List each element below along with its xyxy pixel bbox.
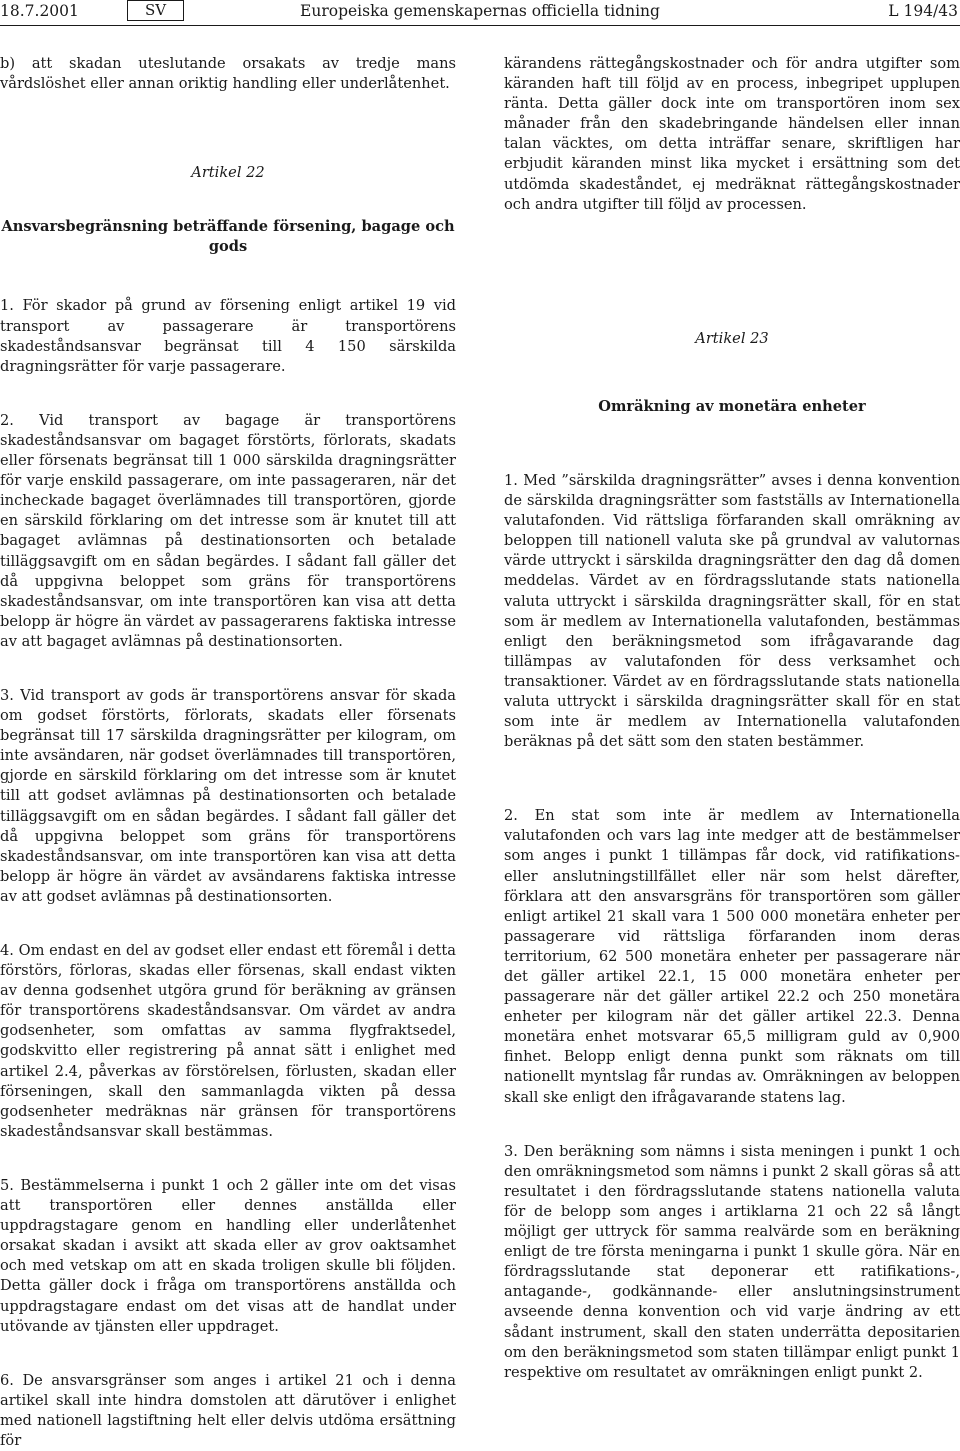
article-22-heading: Ansvarsbegränsning beträffande försening, bagage och gods — [1, 218, 455, 256]
right-column — [504, 54, 960, 1383]
page-number: L 194/43 — [888, 2, 958, 20]
publication-date: 18.7.2001 — [0, 2, 79, 20]
article-22-paragraph-6: 6. De ansvarsgränser som anges i artikel 21 och i denna artikel skall inte hindra domstolen att därutöver i enlighet med nationell lagstiftning helt eller delvis utdöma ersättning för — [0, 1371, 456, 1449]
article-23-paragraph-3: 3. Den beräkning som nämns i sista meningen i punkt 1 och den omräkningsmetod som nämns i punkt 2 skall göras så att resultatet i den fördragsslutande statens nationella valuta för de belopp som anges i artiklarna 21 och 22 så långt möjligt ger uttryck för samma realvärde som en beräkning enligt de tre första meningarna i punkt 1 skulle göra. När en fördragsslutande stat deponerar ett ratifikations-, antagande-, godkännande- eller anslutningsinstrument avseende denna konvention och vid varje ändring av ett sådant instrument, skall den staten underrätta depositarien om den beräkningsmetod som staten tillämpar enligt punkt 1 respektive om resultatet av omräkningen enligt punkt 2. — [504, 1142, 960, 1381]
left-column — [0, 54, 456, 1451]
article-23-number: Artikel 23 — [695, 329, 769, 347]
article-22-paragraph-3: 3. Vid transport av gods är transportörens ansvar för skada om godset förstörts, förlorats, skadats eller försenats begränsat till 17 särskilda dragningsrätter per kilogram, om inte avsändaren, när godset överlämnades till transportören, gjorde en särskild förklaring om det intresse som är knutet till att godset avlämnas på destinationsorten och betalade tilläggsavgift om en sådan begärdes. I sådant fall gäller det då uppgivna beloppet som gräns för transportörens skadeståndsansvar, om inte transportören kan visa att detta belopp är högre än värdet av avsändarens faktiska intresse av att godset avlämnas på destinationsorten. — [0, 686, 456, 905]
intro-paragraph: b) att skadan uteslutande orsakats av tredje mans vårdslöshet eller annan oriktig handling eller underlåtenhet. — [0, 55, 456, 93]
journal-title: Europeiska gemenskapernas officiella tidning — [300, 2, 660, 20]
header-rule — [0, 25, 960, 26]
language-badge: SV — [127, 0, 184, 21]
article-23-heading: Omräkning av monetära enheter — [598, 397, 866, 415]
continuation-paragraph: kärandens rättegångskostnader och för andra utgifter som käranden haft till följd av en process, inbegripet upplupen ränta. Detta gäller dock inte om transportören inom sex månader från den skadebringande händelsen eller innan talan väcktes, om detta inträffar senare, skriftligen har erbjudit käranden minst lika mycket i ersättning som det utdömda skadeståndet, ej medräknat rättegångskostnader och andra utgifter till följd av processen. — [504, 55, 960, 213]
article-22-paragraph-1: 1. För skador på grund av försening enligt artikel 19 vid transport av passagerare är transportörens skadeståndsansvar begränsat till 4 150 särskilda dragningsrätter för varje passagerare. — [0, 297, 456, 375]
article-22-paragraph-2: 2. Vid transport av bagage är transportörens skadeståndsansvar om bagaget förstörts, förlorats, skadats eller försenats begränsat till 1 000 särskilda dragningsrätter för varje enskild passagerare, om inte passageraren, när det incheckade bagaget överlämnades till transportören, gjorde en särskild förklaring om det intresse som är knutet till att bagaget avlämnas på destinationsorten och betalade tilläggsavgift om en sådan begärdes. I sådant fall gäller det då uppgivna beloppet som gräns för transportörens skadeståndsansvar, om inte transportören kan visa att detta belopp är högre än värdet av passagerarens faktiska intresse av att bagaget avlämnas på destinationsorten. — [0, 411, 456, 650]
article-22-paragraph-5: 5. Bestämmelserna i punkt 1 och 2 gäller inte om det visas att transportören eller dennes anställda eller uppdragstagare genom en handling eller underlåtenhet orsakat skadan i avsikt att skada eller av grov oaktsamhet och med vetskap om att en skada troligen skulle bli följden. Detta gäller dock i fråga om transportörens anställda och uppdragstagare endast om det visas att de handlat under utövande av tjänsten eller uppdraget. — [0, 1176, 456, 1335]
article-23-paragraph-1: 1. Med ”särskilda dragningsrätter” avses i denna konvention de särskilda dragningsrätter som fastställs av Internationella valutafonden. Vid rättsliga förfaranden skall omräkning av beloppen till nationell valuta ske på grundval av valutornas värde uttryckt i särskilda dragningsrätter den dag då domen meddelas. Värdet av en fördragsslutande stats nationella valuta uttryckt i särskilda dragningsrätter skall, för en stat som är medlem av Internationella valutafonden, bestämmas enligt den beräkningsmetod som ifrågavarande dag tillämpas av valutafonden för dess verksamhet och transaktioner. Värdet av en fördragsslutande stats nationella valuta uttryckt i särskilda dragningsrätter skall för en stat som inte är medlem av Internationella valutafonden beräknas på det sätt som den staten bestämmer. — [504, 471, 960, 751]
article-22-paragraph-4: 4. Om endast en del av godset eller endast ett föremål i detta förstörs, förloras, skadas eller försenas, skall endast vikten av denna godsenhet utgöra grund för beräkning av gränsen för transportörens skadeståndsansvar. Om värdet av andra godsenheter, som omfattas av samma flygfraktsedel, godskvitto eller registrering på annat sätt i enlighet med artikel 2.4, påverkas av förstörelsen, förlusten, skadan eller förseningen, skall den sammanlagda vikten på dessa godsenheter medräknas när gränsen för transportörens skadeståndsansvar skall bestämmas. — [0, 942, 456, 1140]
article-23-paragraph-2: 2. En stat som inte är medlem av Internationella valutafonden och vars lag inte medger att de bestämmelser som anges i punkt 1 tillämpas får dock, vid ratifikations- eller anslutningstillfället eller när som helst därefter, förklara att den ansvarsgräns för transportören som gäller enligt artikel 21 skall vara 1 500 000 monetära enheter per passagerare vid rättsliga förfaranden inom deras territorium, 62 500 monetära enheter per passagerare när det gäller artikel 22.1, 15 000 monetära enheter per passagerare när det gäller artikel 22.2 och 250 monetära enheter per kilogram när det gäller artikel 22.3. Denna monetära enhet motsvarar 65,5 milligram guld av 0,900 finhet. Belopp enligt denna punkt som räknats om till nationellt myntslag får rundas av. Omräkningen av beloppen skall ske enligt den ifrågavarande statens lag. — [504, 807, 960, 1106]
page-header — [0, 0, 960, 24]
article-22-number: Artikel 22 — [191, 164, 265, 182]
